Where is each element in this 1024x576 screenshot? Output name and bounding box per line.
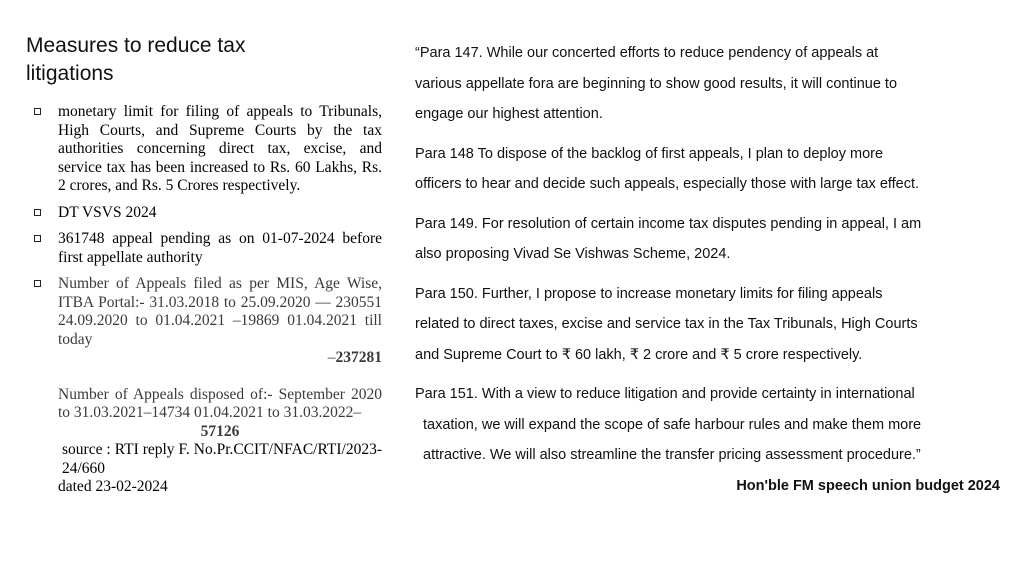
para-150-line: and Supreme Court to ₹ 60 lakh, ₹ 2 crore and ₹ 5 crore respectively. <box>415 346 863 363</box>
total-dash: – <box>327 349 336 366</box>
para-151-line: taxation, we will expand the scope of safe harbour rules and make them more <box>423 416 922 433</box>
appeals-filed-total <box>58 349 382 368</box>
speech-credit: Hon'ble FM speech union budget 2024 <box>736 477 1000 494</box>
measures-list <box>34 103 382 505</box>
list-item: DT VSVS 2024 <box>34 204 382 223</box>
para-148-line: Para 148 To dispose of the backlog of first appeals, I plan to deploy more <box>415 145 884 162</box>
list-item: monetary limit for filing of appeals to Tribunals, High Courts, and Supreme Courts by the tax authorities concerning direct tax, excise, and service tax has been increased to Rs. 60 Lakhs, Rs. 2 crores, and Rs. 5 Crores respectively. <box>34 103 382 196</box>
list-item <box>34 275 382 497</box>
rti-source: source : RTI reply F. No.Pr.CCIT/NFAC/RTI/2023-24/660 <box>62 441 382 477</box>
para-149-line: Para 149. For resolution of certain income tax disputes pending in appeal, I am <box>415 215 922 232</box>
filed-total-value: 237281 <box>335 349 382 366</box>
rti-date: dated 23-02-2024 <box>58 478 168 495</box>
para-147-line: “Para 147. While our concerted efforts to reduce pendency of appeals at <box>415 45 879 61</box>
para-150-line: related to direct taxes, excise and service tax in the Tax Tribunals, High Courts <box>415 316 918 332</box>
appeals-filed-text: Number of Appeals filed as per MIS, Age Wise, ITBA Portal:- 31.03.2018 to 25.09.2020 — 230551 24.09.2020 to 01.04.2021 –19869 01.04.2021 till today <box>58 275 382 348</box>
para-148-line: officers to hear and decide such appeals, especially those with large tax effect. <box>415 176 920 192</box>
list-item: 361748 appeal pending as on 01-07-2024 before first appellate authority <box>34 230 382 267</box>
para-150-line: Para 150. Further, I propose to increase monetary limits for filing appeals <box>415 285 883 302</box>
para-151-line: Para 151. With a view to reduce litigation and provide certainty in international <box>415 386 915 402</box>
para-147-line: engage our highest attention. <box>415 106 603 122</box>
para-147-line: various appellate fora are beginning to show good results, it will continue to <box>415 75 898 92</box>
para-151-line: attractive. We will also streamline the transfer pricing assessment procedure.” <box>423 447 921 463</box>
appeals-disposed-total: 57126 <box>200 422 240 440</box>
para-149-line: also proposing Vivad Se Vishwas Scheme, 2024. <box>415 246 731 262</box>
slide-title: Measures to reduce tax litigations <box>26 34 246 85</box>
budget-speech-quote <box>415 38 1000 501</box>
appeals-disposed-text: Number of Appeals disposed of:- September 2020 to 31.03.2021–14734 01.04.2021 to 31.03.2022– <box>58 385 382 421</box>
